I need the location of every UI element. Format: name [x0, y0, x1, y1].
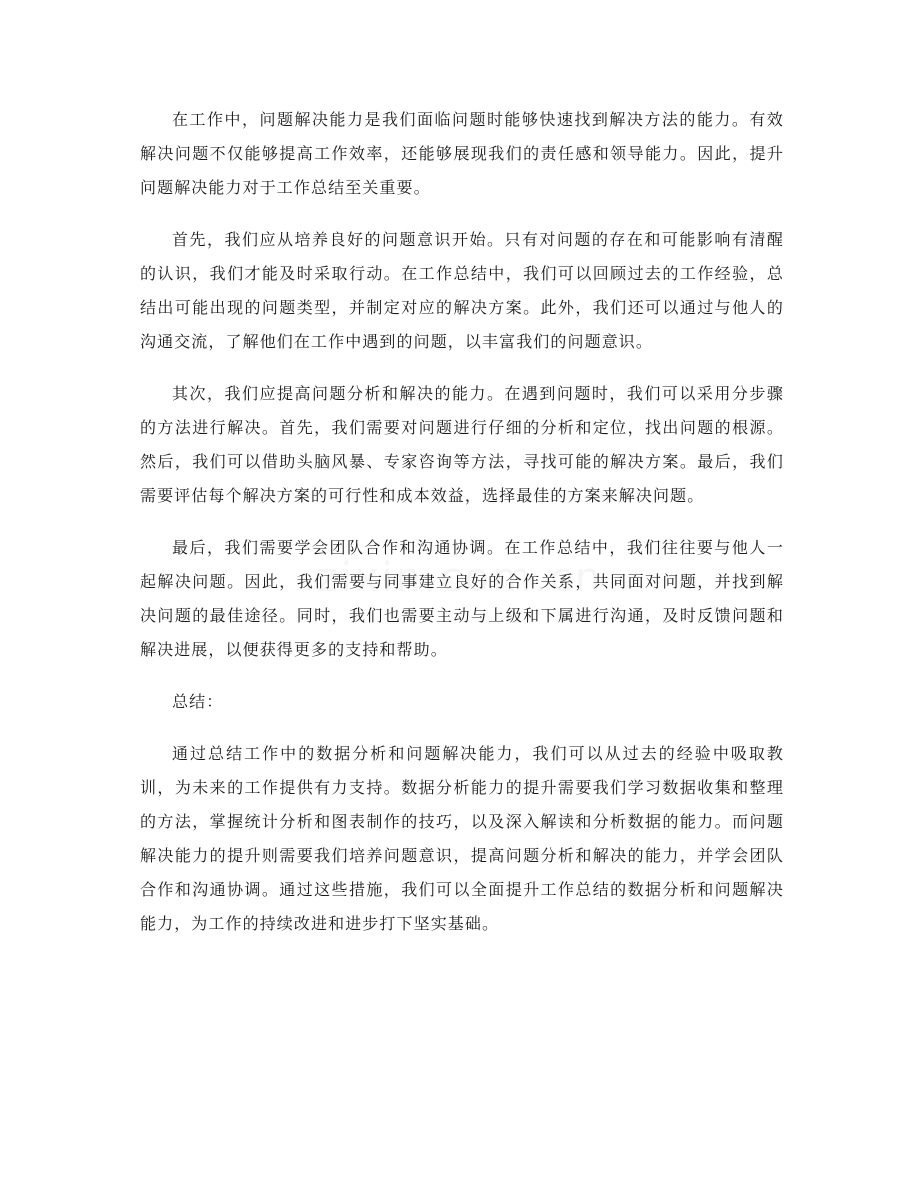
paragraph-intro: 在工作中，问题解决能力是我们面临问题时能够快速找到解决方法的能力。有效解决问题不仅能够提高工作效率，还能够展现我们的责任感和领导能力。因此，提升问题解决能力对于工作总结至关重要。: [140, 110, 784, 197]
paragraph-first: 首先，我们应从培养良好的问题意识开始。只有对问题的存在和可能影响有清醒的认识，我们才能及时采取行动。在工作总结中，我们可以回顾过去的工作经验，总结出可能出现的问题类型，并制定对应的解决方案。此外，我们还可以通过与他人的沟通交流，了解他们在工作中遇到的问题，以丰富我们的问题意识。: [140, 230, 784, 351]
document-body: [140, 103, 784, 941]
paragraph-summary: 通过总结工作中的数据分析和问题解决能力，我们可以从过去的经验中吸取教训，为未来的工作提供有力支持。数据分析能力的提升需要我们学习数据收集和整理的方法，掌握统计分析和图表制作的技巧，以及深入解读和分析数据的能力。而问题解决能力的提升则需要我们培养问题意识，提高问题分析和解决的能力，并学会团队合作和沟通协调。通过这些措施，我们可以全面提升工作总结的数据分析和问题解决能力，为工作的持续改进和进步打下坚实基础。: [140, 744, 784, 933]
paragraph-second: 其次，我们应提高问题分析和解决的能力。在遇到问题时，我们可以采用分步骤的方法进行解决。首先，我们需要对问题进行仔细的分析和定位，找出问题的根源。然后，我们可以借助头脑风暴、专家咨询等方法，寻找可能的解决方案。最后，我们需要评估每个解决方案的可行性和成本效益，选择最佳的方案来解决问题。: [140, 384, 784, 505]
paragraph-last: 最后，我们需要学会团队合作和沟通协调。在工作总结中，我们往往要与他人一起解决问题。因此，我们需要与同事建立良好的合作关系，共同面对问题，并找到解决问题的最佳途径。同时，我们也需要主动与上级和下属进行沟通，及时反馈问题和解决进展，以便获得更多的支持和帮助。: [140, 538, 784, 659]
summary-heading: 总结：: [172, 692, 224, 711]
